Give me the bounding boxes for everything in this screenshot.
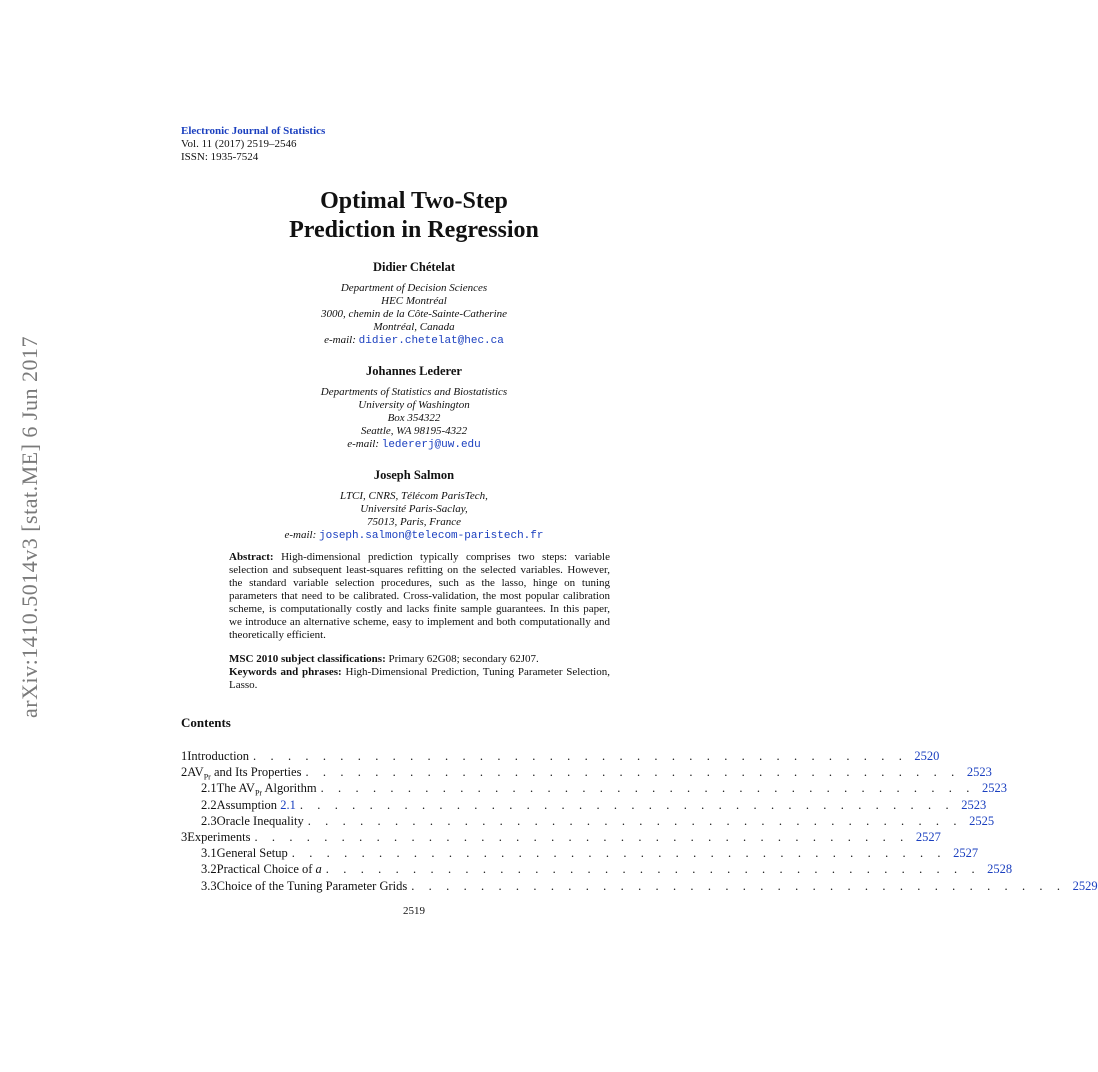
paper-title — [0, 187, 828, 245]
email-link[interactable]: ledererj@uw.edu — [381, 439, 481, 451]
toc-leader: . . . . . . . . . . . . . . . . . . . . . . . . . . . . . . . . . . . . . . — [299, 797, 955, 812]
toc-number: 1 — [181, 749, 188, 763]
keywords-text: High-Dimensional Prediction, Tuning Parameter Selection, Lasso. — [229, 666, 610, 691]
toc-page-link[interactable]: 2527 — [953, 846, 979, 861]
affiliation-line: 3000, chemin de la Côte-Sainte-Catherine — [320, 308, 508, 320]
toc-page-link[interactable]: 2523 — [966, 765, 992, 780]
contents-heading: Contents — [181, 715, 231, 730]
email-line — [0, 529, 828, 543]
toc-page-link[interactable]: 2523 — [981, 781, 1007, 796]
author-name: Didier Chételat — [372, 260, 456, 274]
email-link[interactable]: didier.chetelat@hec.ca — [358, 335, 504, 347]
keywords-label: Keywords and phrases: — [229, 666, 342, 678]
journal-volume: Vol. 11 (2017) 2519–2546 — [181, 138, 297, 150]
toc-number: 2.3 — [201, 813, 217, 828]
toc-leader: . . . . . . . . . . . . . . . . . . . . . . . . . . . . . . . . . . . . . . — [307, 813, 963, 828]
toc-entry[interactable] — [181, 780, 1007, 798]
abstract-label: Abstract: — [229, 551, 274, 563]
affiliation-line: LTCI, CNRS, Télécom ParisTech, — [340, 490, 488, 502]
author-name: Johannes Lederer — [366, 364, 462, 378]
toc-title: Practical Choice of a — [216, 862, 322, 877]
journal-issn: ISSN: 1935-7524 — [181, 151, 259, 163]
affiliation-line: Montréal, Canada — [373, 321, 455, 333]
affiliation-line: Box 354322 — [387, 412, 441, 424]
toc-entry[interactable] — [181, 813, 995, 829]
toc-leader: . . . . . . . . . . . . . . . . . . . . . . . . . . . . . . . . . . . . . . — [254, 829, 909, 844]
email-line — [0, 334, 828, 348]
toc-number: 3 — [181, 829, 188, 844]
toc-title: Oracle Inequality — [216, 813, 304, 828]
toc-title: General Setup — [216, 846, 288, 861]
affiliation-line: Department of Decision Sciences — [340, 282, 488, 294]
toc-leader: . . . . . . . . . . . . . . . . . . . . . . . . . . . . . . . . . . . . . . — [291, 846, 947, 861]
toc-page-link[interactable]: 2523 — [961, 797, 987, 812]
email-label: e-mail: — [347, 438, 379, 450]
author-affiliation — [0, 282, 828, 348]
title-line-1: Optimal Two-Step — [320, 188, 508, 214]
email-line — [0, 438, 828, 452]
affiliation-line: HEC Montréal — [381, 295, 447, 307]
toc-entry[interactable] — [181, 861, 1013, 877]
toc-leader: . . . . . . . . . . . . . . . . . . . . . . . . . . . . . . . . . . . . . . — [411, 878, 1066, 893]
author-affiliation — [0, 386, 828, 452]
author-affiliation — [0, 490, 828, 543]
toc-entry[interactable] — [181, 845, 979, 861]
arxiv-stamp-text: arXiv:1410.5014v3 [stat.ME] 6 Jun 2017 — [17, 336, 42, 718]
affiliation-line: Université Paris-Saclay, — [360, 503, 468, 515]
toc-entry[interactable] — [181, 764, 992, 782]
author-name: Joseph Salmon — [373, 468, 455, 482]
msc-text: Primary 62G08; secondary 62J07. — [388, 653, 539, 665]
toc-leader: . . . . . . . . . . . . . . . . . . . . . . . . . . . . . . . . . . . . . . — [253, 749, 908, 763]
toc-page-link[interactable]: 2527 — [915, 829, 941, 844]
toc-entry[interactable] — [181, 878, 1098, 894]
journal-name[interactable]: Electronic Journal of Statistics — [181, 125, 326, 137]
toc-title: $AV_{Pr}$ and Its Properties — [187, 765, 302, 782]
toc-number: 2.2 — [201, 797, 217, 812]
table-of-contents — [181, 748, 1098, 894]
toc-entry[interactable] — [181, 748, 940, 764]
keywords-line — [229, 666, 610, 692]
toc-number: 3.1 — [201, 846, 217, 861]
abstract — [229, 551, 610, 642]
email-label: e-mail: — [324, 334, 356, 346]
toc-number: 2 — [181, 765, 188, 780]
toc-leader: . . . . . . . . . . . . . . . . . . . . . . . . . . . . . . . . . . . . . . — [305, 765, 960, 780]
msc-label: MSC 2010 subject classifications: — [229, 653, 386, 665]
toc-page-link[interactable]: 2529 — [1072, 878, 1098, 893]
toc-page-link[interactable]: 2528 — [987, 862, 1013, 877]
toc-number: 2.1 — [201, 781, 217, 796]
toc-number: 3.3 — [201, 878, 217, 893]
toc-page-link[interactable]: 2525 — [969, 813, 995, 828]
affiliation-line: Departments of Statistics and Biostatistics — [320, 386, 508, 398]
toc-title: The $AV_{Pr}$ Algorithm — [216, 781, 317, 798]
journal-header — [181, 125, 325, 164]
toc-leader: . . . . . . . . . . . . . . . . . . . . . . . . . . . . . . . . . . . . . . — [325, 862, 981, 877]
toc-page-link[interactable]: 2520 — [914, 749, 940, 763]
affiliation-line: University of Washington — [358, 399, 470, 411]
assumption-link[interactable]: 2.1 — [280, 797, 296, 812]
toc-title: Experiments — [187, 829, 251, 844]
toc-entry[interactable] — [181, 829, 941, 845]
affiliation-line: 75013, Paris, France — [366, 516, 462, 528]
msc-line — [229, 653, 610, 666]
toc-entry[interactable] — [181, 797, 987, 813]
abstract-text: High-dimensional prediction typically comprises two steps: variable selection and subsequent least-squares refitting on the selected variables. However, the standard variable selection procedures, such as the lasso, hinge on tuning parameters that need to be calibrated. Cross-validation, the most popular calibration scheme, is computationally costly and lacks finite sample guarantees. In this paper, we introduce an alternative scheme, easy to implement and both computationally and theoretically efficient. — [229, 551, 610, 641]
affiliation-line: Seattle, WA 98195-4322 — [360, 425, 468, 437]
toc-number: 3.2 — [201, 862, 217, 877]
title-line-2: Prediction in Regression — [289, 217, 539, 243]
toc-title: Choice of the Tuning Parameter Grids — [216, 878, 408, 893]
toc-title: Assumption 2.1 — [216, 797, 296, 812]
toc-title: Introduction — [187, 749, 250, 763]
classification-block — [229, 653, 610, 692]
page-number: 2519 — [403, 905, 425, 917]
email-link[interactable]: joseph.salmon@telecom-paristech.fr — [319, 530, 544, 542]
email-label: e-mail: — [284, 529, 317, 541]
toc-leader: . . . . . . . . . . . . . . . . . . . . . . . . . . . . . . . . . . . . . . — [320, 781, 975, 796]
